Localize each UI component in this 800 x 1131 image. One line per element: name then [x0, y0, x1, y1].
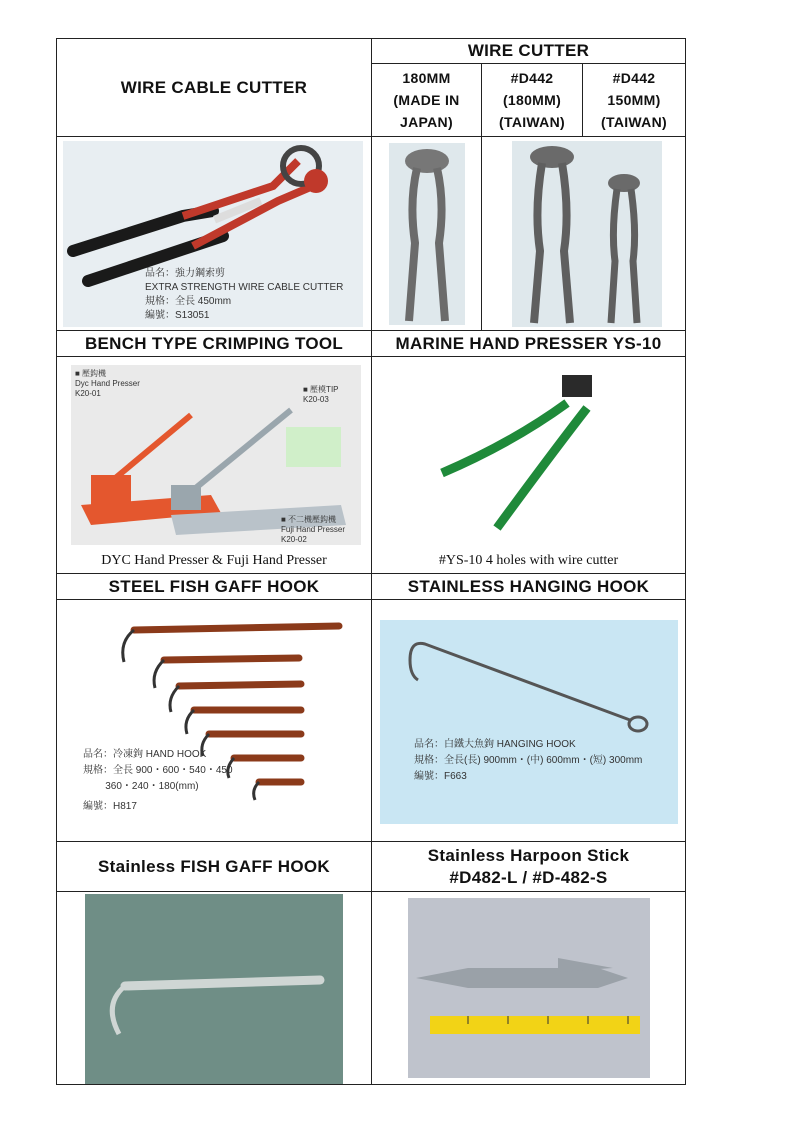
wire-cable-cutter-photo — [63, 141, 363, 327]
tip-label: ■ 壓模TIP K20-03 — [303, 385, 339, 404]
col1-line1: 180MM — [402, 70, 451, 86]
wire-cutter-col-3 — [582, 63, 686, 137]
wire-cutter-photo — [389, 143, 465, 325]
hanging-hook-cell — [371, 599, 686, 842]
marine-presser-title: MARINE HAND PRESSER YS-10 — [395, 333, 662, 353]
harpoon-photo — [408, 898, 650, 1078]
wire-cutter-photo-taiwan — [512, 141, 662, 327]
dyc-label: ■ 壓鈎機 Dyc Hand Presser K20-01 — [75, 369, 140, 398]
harpoon-header — [371, 841, 686, 892]
hanging-hook-title: STAINLESS HANGING HOOK — [407, 576, 650, 596]
col3-line1: #D442 — [612, 70, 656, 86]
wire-cable-cutter-header — [56, 38, 372, 137]
harpoon-cell — [371, 891, 686, 1085]
cutter-info-3: 規格：全長 450mm — [145, 296, 232, 307]
gaff-info-2: 規格：全長 900・600・540・450 — [83, 765, 233, 776]
marine-presser-cell — [371, 356, 686, 574]
hanging-info-3: 編號：F663 — [414, 771, 467, 782]
bench-crimper-photo — [71, 365, 361, 545]
wire-cable-cutter-cell — [56, 136, 372, 331]
col3-line3: (TAIWAN) — [601, 114, 667, 130]
bench-crimper-header — [56, 330, 372, 357]
col2-line1: #D442 — [510, 70, 554, 86]
wire-cutter-title: WIRE CUTTER — [467, 41, 590, 60]
hanging-info-2: 規格：全長(長) 900mm・(中) 600mm・(短) 300mm — [414, 755, 643, 766]
wire-cutter-cell-2 — [481, 136, 686, 331]
col3-line2: 150MM) — [607, 92, 661, 108]
stainless-gaff-photo — [85, 894, 343, 1084]
harpoon-title-line2: #D482-L / #D-482-S — [449, 867, 608, 887]
hanging-hook-header — [371, 573, 686, 600]
cutter-info-4: 編號：S13051 — [145, 310, 210, 321]
wire-cutter-header — [371, 38, 686, 64]
bench-crimper-caption: DYC Hand Presser & Fuji Hand Presser — [101, 553, 327, 568]
col2-line2: (180MM) — [502, 92, 562, 108]
hanging-hook-photo — [380, 620, 678, 824]
gaff-info-4: 編號：H817 — [83, 801, 137, 812]
marine-presser-header — [371, 330, 686, 357]
wire-cutter-col-1 — [371, 63, 482, 137]
col1-line3: JAPAN) — [400, 114, 453, 130]
bench-crimper-cell — [56, 356, 372, 574]
steel-gaff-header — [56, 573, 372, 600]
wire-cable-cutter-title: WIRE CABLE CUTTER — [120, 77, 308, 97]
steel-gaff-title: STEEL FISH GAFF HOOK — [108, 576, 320, 596]
stainless-gaff-title: Stainless FISH GAFF HOOK — [97, 856, 330, 876]
gaff-info-1: 品名：冷凍鉤 HAND HOOK — [83, 749, 207, 760]
wire-cutter-col-2 — [481, 63, 583, 137]
gaff-hooks-photo — [79, 612, 359, 834]
hanging-info-1: 品名：白鐵大魚鉤 HANGING HOOK — [414, 739, 576, 750]
fuji-label: ■ 不二機壓鈎機 Fuji Hand Presser K20-02 — [281, 515, 346, 544]
marine-presser-caption: #YS-10 4 holes with wire cutter — [438, 553, 619, 568]
col1-line2: (MADE IN — [393, 92, 460, 108]
stainless-gaff-cell — [56, 891, 372, 1085]
cutter-info-2: EXTRA STRENGTH WIRE CABLE CUTTER — [145, 282, 344, 293]
cutter-info-1: 品名：強力鋼索剪 — [145, 268, 225, 279]
marine-presser-photo — [402, 363, 652, 543]
bench-crimper-title: BENCH TYPE CRIMPING TOOL — [84, 333, 344, 353]
harpoon-title-line1: Stainless Harpoon Stick — [427, 845, 630, 865]
steel-gaff-cell — [56, 599, 372, 842]
stainless-gaff-header — [56, 841, 372, 892]
gaff-info-3: 360・240・180(mm) — [83, 781, 199, 792]
col2-line3: (TAIWAN) — [499, 114, 565, 130]
wire-cutter-cell-1 — [371, 136, 482, 331]
